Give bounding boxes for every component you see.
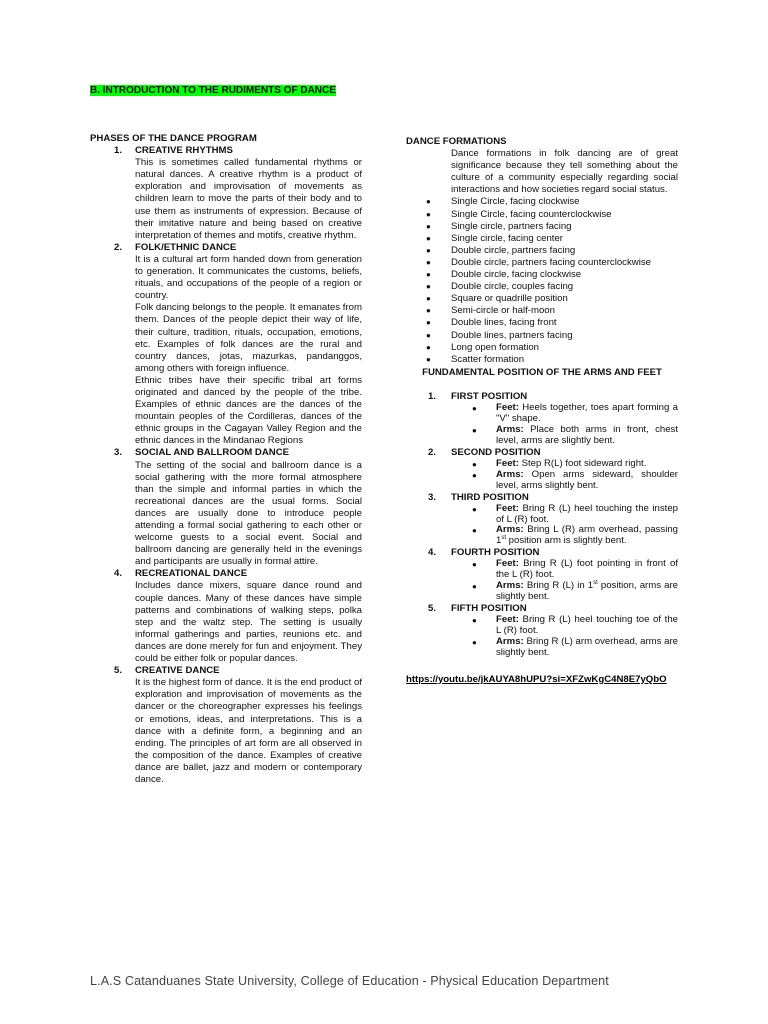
list-item: ● Semi-circle or half-moon [426,305,555,317]
phase-item [90,568,362,665]
list-item: ● Double lines, partners facing [426,329,573,341]
list-item: ● Long open formation [426,341,540,353]
list-item: ● Feet: Bring R (L) heel touching toe of the L (R) foot. [472,614,678,636]
bullet-icon: ● [426,270,431,280]
position-item [406,391,678,447]
phase-paragraph: The setting of the social and ballroom dance is a social gathering with the more formal atmosphere than the simple and informal parties in which the recreational dances are the usual forms. Social dances are usually done to introduce people attending a formal social gathering to each other or welcome guests to a social event. Social and ballroom dancing are generally held in the evenings and participants are usually in formal attire. [135,459,362,568]
phase-paragraph: Folk dancing belongs to the people. It emanates from them. Dances of the people depict their way of life, their culture, tradition, rituals, occupation, emotions, etc. Examples of folk dances are the rural and country dances, jotas, mazurkas, pandanggos, among others with foreign influence. [135,302,362,374]
phase-number: 2. [114,241,123,253]
phase-paragraph: Ethnic tribes have their specific tribal art forms originated and danced by the people of the tribe. Examples of ethnic dances are the dances of the mountain peoples of the Cordilleras, dances of the ethnic groups in the Cagayan Valley Region and the ethnic dances in the Mindanao Regions [135,374,362,447]
bullet-icon: ● [426,209,431,219]
list-item: ● Double circle, couples facing [426,281,574,293]
formations-intro: Dance formations in folk dancing are of great significance because they tell something about the culture of a community especially regarding social interactions and how societies regard social status. [451,148,678,196]
position-number: 5. [428,602,437,614]
bullet-icon: ● [426,294,431,304]
list-item: ● Feet: Step R(L) foot sideward right. [472,457,647,469]
bullet-icon: ● [472,560,477,570]
phase-paragraph: It is the highest form of dance. It is the end product of exploration and improvisation of movements as the dancer or the choreographer expresses his feelings or emotions, ideas, and interpretations. This is a dance with a definite form, a beginning and an ending. The principles of art form are all observed in the composition of the dance. Examples of creative dance are ballet, jazz and modern or contemporary dance. [135,677,362,785]
phase-paragraph: This is sometimes called fundamental rhythms or natural dances. A creative rhythm is a product of exploration and improvisation of movements as children learn to move the parts of their body and to use them as instruments of expression. Because of their imitative nature and being based on creative interpretation of themes and motifs, creative rhythm. [135,157,362,241]
bullet-icon: ● [472,526,477,536]
list-item: ● Feet: Heels together, toes apart forming a "V" shape. [472,401,678,424]
list-item: ● Arms: Place both arms in front, chest level, arms are slightly bent. [472,423,679,446]
bullet-icon: ● [472,616,477,626]
section-heading [90,85,362,97]
phase-title: CREATIVE DANCE [135,665,220,677]
bullet-icon: ● [426,342,431,352]
phase-item [90,145,362,242]
bullet-icon: ● [472,403,477,413]
position-item [406,447,678,492]
list-item: ● Arms: Bring L (R) arm overhead, passing 1st position arm is slightly bent. [472,524,679,547]
formations-title: DANCE FORMATIONS [406,136,507,147]
formations-list [406,196,678,365]
phase-number: 4. [114,568,123,580]
phase-paragraph: It is a cultural art form handed down from generation to generation. It communicates the customs, beliefs, rituals, and occupations of the people of a region or country. [135,253,362,302]
list-item: ● Feet: Bring R (L) heel touching the instep of L (R) foot. [472,502,678,525]
phase-title: CREATIVE RHYTHMS [135,145,233,157]
position-item [406,547,678,603]
list-item: ● Single Circle, facing clockwise [426,196,580,208]
phase-paragraph: Includes dance mixers, square dance round and couple dances. Many of these dances have simple patterns and combinations of walking steps, polka step and the waltz step. The setting is usually informal gatherings and parties, reunions etc. and dances are done merely for fun and enjoyment. They could be either folk or popular dances. [135,580,362,665]
position-number: 1. [428,390,437,402]
phase-title: FOLK/ETHNIC DANCE [135,241,237,253]
bullet-icon: ● [472,459,477,469]
bullet-icon: ● [472,504,477,514]
position-title: SECOND POSITION [451,446,541,458]
position-title: FIFTH POSITION [451,602,527,614]
bullet-icon: ● [426,245,431,255]
list-item: ● Single circle, partners facing [426,220,572,232]
position-title: FOURTH POSITION [451,547,540,559]
phase-number: 3. [114,447,123,459]
list-item: ● Feet: Bring R (L) foot pointing in front of the L (R) foot. [472,558,678,581]
phase-item [90,242,362,448]
bullet-icon: ● [472,470,477,480]
left-column [90,133,362,786]
list-item: ● Single circle, facing center [426,232,563,244]
list-item: ● Arms: Bring R (L) arm overhead, arms are slightly bent. [472,635,679,658]
bullet-icon: ● [426,221,431,231]
bullet-icon: ● [472,637,477,647]
list-item: ● Single Circle, facing counterclockwise [426,208,612,220]
positions-title: FUNDAMENTAL POSITION OF THE ARMS AND FEET [422,366,662,378]
page-footer: L.A.S Catanduanes State University, College of Education - Physical Education Department [90,974,609,988]
phase-number: 5. [114,665,123,677]
bullet-icon: ● [472,425,477,435]
phase-title: RECREATIONAL DANCE [135,568,248,580]
bullet-icon: ● [472,582,477,592]
bullet-icon: ● [426,330,431,340]
bullet-icon: ● [426,354,431,364]
list-item: ● Arms: Bring R (L) in 1st position, arms are slightly bent. [472,579,679,603]
list-item: ● Double lines, facing front [426,317,557,329]
position-title: THIRD POSITION [451,491,529,503]
list-item: ● Double circle, partners facing [426,244,576,256]
bullet-icon: ● [426,257,431,267]
list-item: ● Scatter formation [426,353,525,365]
video-link[interactable]: https://youtu.be/jkAUYA8hUPU?si=XFZwKgC4N8E7yQbO [406,673,667,685]
highlighted-heading-text: B. INTRODUCTION TO THE RUDIMENTS OF DANCE [90,85,336,96]
position-number: 3. [428,491,437,503]
position-number: 4. [428,547,437,559]
bullet-icon: ● [426,318,431,328]
phase-title: SOCIAL AND BALLROOM DANCE [135,447,290,459]
bullet-icon: ● [426,197,431,207]
position-title: FIRST POSITION [451,390,528,402]
phase-item [90,665,362,786]
position-item [406,492,678,548]
phases-title: PHASES OF THE DANCE PROGRAM [90,133,257,144]
bullet-icon: ● [426,233,431,243]
bullet-icon: ● [426,306,431,316]
right-column [406,136,678,685]
position-number: 2. [428,446,437,458]
list-item: ● Double circle, partners facing counterclockwise [426,256,651,268]
list-item: ● Arms: Open arms sideward, shoulder level, arms slightly bent. [472,468,678,491]
position-item [406,603,678,659]
list-item: ● Square or quadrille position [426,293,568,305]
phase-item [90,447,362,568]
bullet-icon: ● [426,282,431,292]
list-item: ● Double circle, facing clockwise [426,269,582,281]
phase-number: 1. [114,145,123,157]
